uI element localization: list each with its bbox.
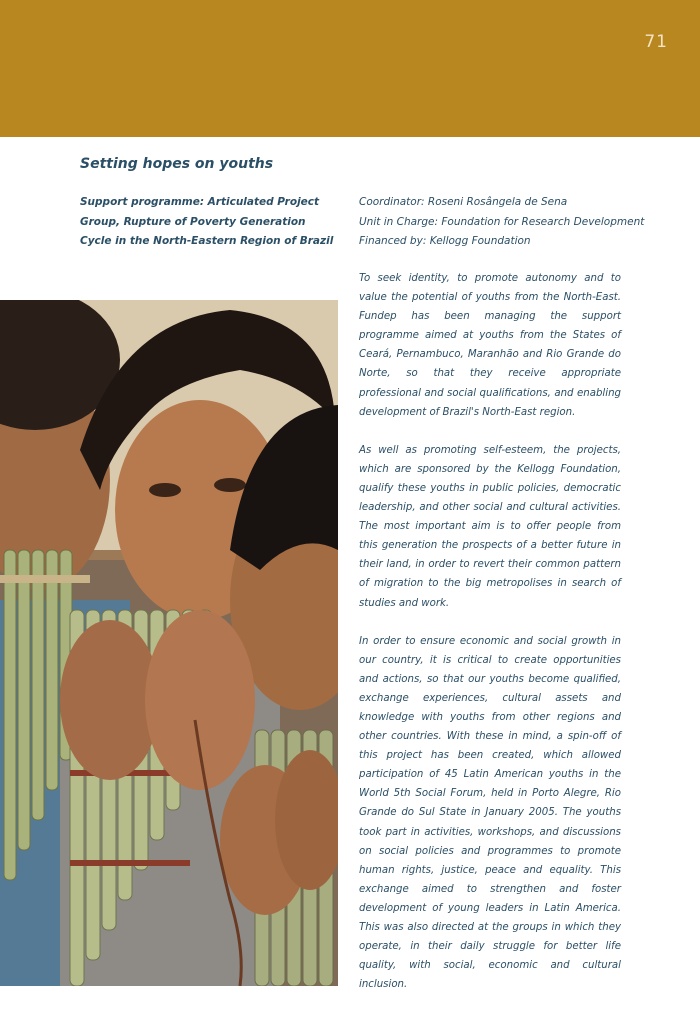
paragraph: To seek identity, to promote autonomy and to value the potential of youths from the North-East. Fundep has been managing the support programme aimed at youths from the States of Ceará, Pernambuco, Maranhão and Rio Grande do Norte, so that they receive appropriate professional and social qualifications, and enabling development of Brazil's North-East region. [359, 273, 621, 418]
project-meta [359, 193, 645, 252]
header-band [0, 0, 700, 137]
photo-illustration [0, 300, 338, 986]
paragraph: In order to ensure economic and social growth in our country, it is critical to create opportunities and actions, so that our youths become qualified, exchange experiences, cultural assets and knowledge with youths from other regions and other countries. With these in mind, a spin-off of this project has been created, which allowed participation of 45 Latin American youths in the World 5th Social Forum, held in Porto Alegre, Rio Grande do Sul State in January 2005. The youths took part in activities, workshops, and discussions on social policies and programmes to promote human rights, justice, peace and equality. This exchange aimed to strengthen and foster development of young leaders in Latin America. This was also directed at the groups in which they operate, in their daily struggle for better life quality, with social, economic and cultural inclusion. [359, 635, 621, 991]
unit-line: Unit in Charge: Foundation for Research Development [359, 215, 645, 228]
programme-description: Support programme: Articulated Project Group, Rupture of Poverty Generation Cycle in the North-Eastern Region of Brazil [80, 196, 334, 247]
page-number: 71 [644, 32, 668, 52]
article-title: Setting hopes on youths [80, 156, 274, 172]
youths-panpipes-photo [0, 300, 338, 986]
paragraph: As well as promoting self-esteem, the projects, which are sponsored by the Kellogg Foundation, qualify these youths in public policies, democratic leadership, and other social and cultural activities. The most important aim is to offer people from this generation the prospects of a better future in their land, in order to revert their common pattern of migration to the big metropolises in search of studies and work. [359, 444, 621, 609]
financed-line: Financed by: Kellogg Foundation [359, 235, 531, 247]
article-body [359, 269, 621, 1013]
coordinator-line: Coordinator: Roseni Rosângela de Sena [359, 196, 568, 208]
